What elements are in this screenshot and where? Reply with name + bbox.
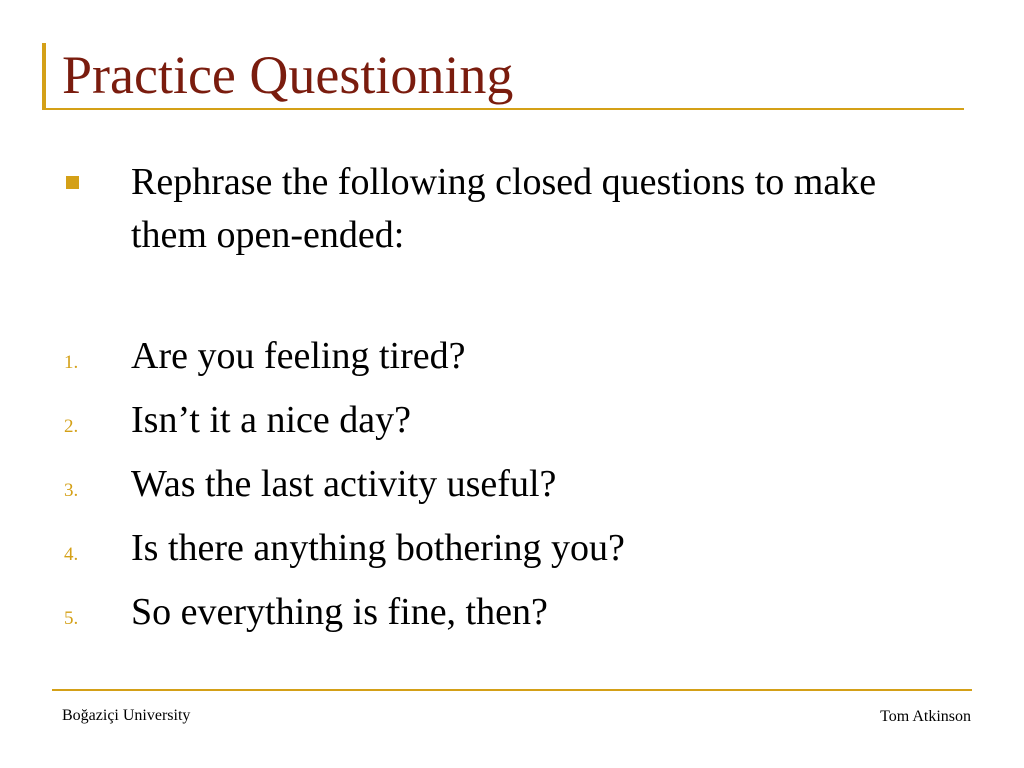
list-number: 4. bbox=[64, 544, 79, 565]
list-item bbox=[0, 522, 1024, 586]
instruction-text: Rephrase the following closed questions to make them open-ended: bbox=[131, 161, 877, 256]
title-accent-bar bbox=[42, 43, 46, 109]
list-number: 2. bbox=[64, 416, 79, 437]
list-number: 3. bbox=[64, 480, 79, 501]
footer-institution: Boğaziçi University bbox=[62, 707, 191, 724]
list-number: 1. bbox=[64, 352, 79, 373]
slide-title: Practice Questioning bbox=[62, 45, 514, 105]
footer-author: Tom Atkinson bbox=[880, 708, 971, 725]
list-number: 5. bbox=[64, 608, 79, 629]
question-text: Was the last activity useful? bbox=[131, 463, 557, 505]
square-bullet-icon bbox=[66, 176, 79, 189]
question-text: Isn’t it a nice day? bbox=[131, 399, 411, 441]
question-text: Is there anything bothering you? bbox=[131, 527, 625, 569]
question-list bbox=[0, 330, 1024, 650]
list-item bbox=[0, 458, 1024, 522]
footer-divider bbox=[52, 689, 972, 691]
list-item bbox=[0, 394, 1024, 458]
list-item bbox=[0, 330, 1024, 394]
title-divider bbox=[42, 108, 964, 110]
question-text: Are you feeling tired? bbox=[131, 335, 466, 377]
question-text: So everything is fine, then? bbox=[131, 591, 548, 633]
list-item bbox=[0, 586, 1024, 650]
